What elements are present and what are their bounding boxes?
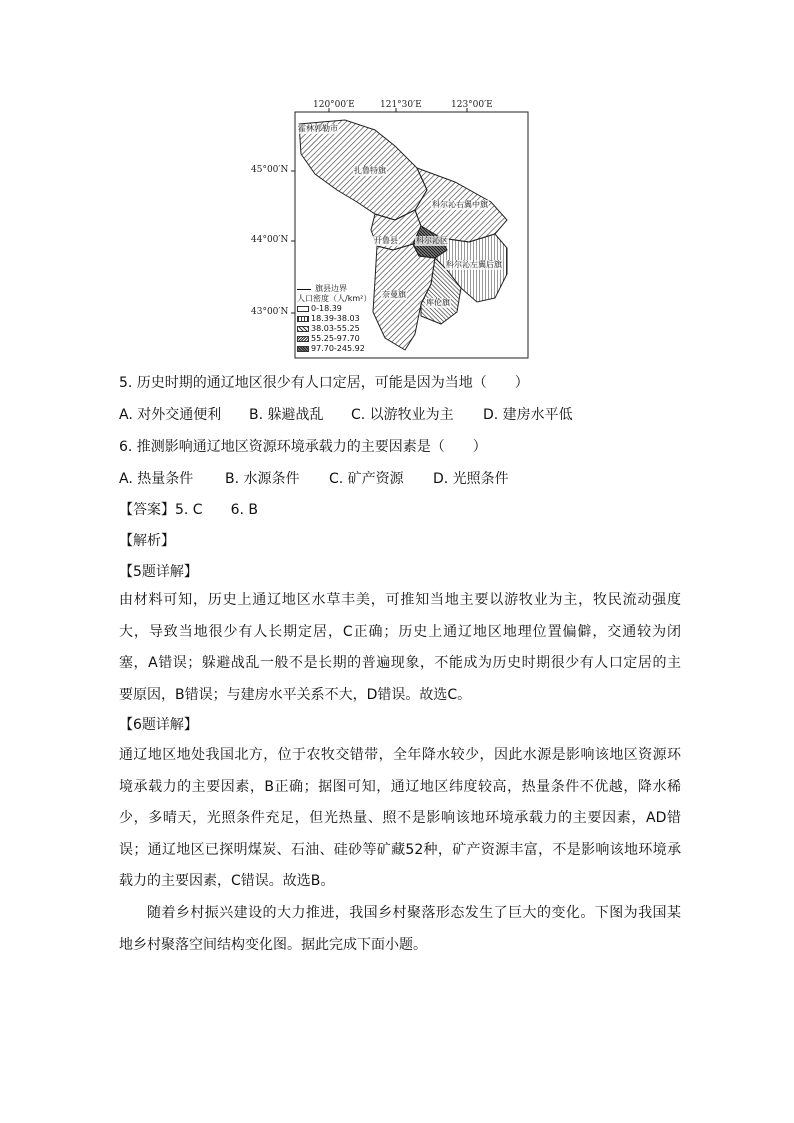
region-label-horqin-right-middle: 科尔沁右翼中旗 (432, 200, 488, 209)
legend-item-label: 18.39-38.03 (311, 314, 360, 323)
lon-label-3: 123°00′E (451, 100, 493, 110)
question-6-stem: 6. 推测影响通辽地区资源环境承载力的主要因素是（ ） (119, 439, 487, 455)
map-legend (297, 284, 371, 354)
boundary-line-swatch (297, 289, 311, 290)
q5-option-d[interactable]: D. 建房水平低 (483, 407, 573, 423)
question-6-options (119, 468, 509, 488)
detail-6-label: 【6题详解】 (119, 717, 198, 733)
region-label-horqin-district: 科尔沁区 (416, 236, 448, 245)
detail-6-line: 通辽地区地处我国北方，位于农牧交错带，全年降水较少，因此水源是影响该地区资源环 (119, 747, 681, 763)
region-label-horqin-left-rear: 科尔沁左翼后旗 (446, 260, 502, 269)
legend-boundary-row (297, 284, 371, 294)
region-label-huolinguole: 霍林郭勒市 (298, 124, 338, 133)
detail-5-line: 由材料可知，历史上通辽地区水草丰美，可推知当地主要以游牧业为主，牧民流动强度 (119, 592, 681, 608)
detail-5-line: 要原因，B错误；与建房水平关系不大，D错误。故选C。 (119, 686, 472, 703)
region-label-naiman: 奈曼旗 (382, 290, 406, 299)
q5-option-c[interactable]: C. 以游牧业为主 (351, 407, 454, 423)
legend-item-label: 38.03-55.25 (311, 324, 360, 333)
region-label-kailu: 开鲁县 (374, 236, 398, 245)
lat-label-2: 44°00′N (251, 235, 289, 245)
legend-item-label: 97.70-245.92 (311, 344, 365, 353)
legend-title: 人口密度（人/km²） (297, 294, 372, 303)
q6-option-d[interactable]: D. 光照条件 (433, 471, 509, 487)
answer-line (119, 499, 258, 519)
legend-item-label: 55.25-97.70 (311, 334, 360, 343)
legend-item (297, 314, 371, 324)
q5-option-a[interactable]: A. 对外交通便利 (119, 407, 222, 423)
detail-6-line: 境承载力的主要因素，B正确；据图可知，通辽地区纬度较高，热量条件不优越，降水稀 (119, 778, 681, 795)
legend-item-label: 0-18.39 (311, 304, 342, 313)
legend-swatch (297, 346, 309, 352)
legend-swatch (297, 326, 309, 332)
region-label-zarut: 扎鲁特旗 (354, 166, 386, 175)
analysis-label: 【解析】 (119, 533, 175, 549)
map-graphic (245, 98, 535, 362)
intro-line: 随着乡村振兴建设的大力推进，我国乡村聚落形态发生了巨大的变化。下图为我国某 (147, 905, 681, 921)
legend-item (297, 334, 371, 344)
legend-boundary-label: 旗县边界 (315, 284, 347, 293)
region-label-kulun: 库伦旗 (426, 298, 450, 307)
answer-text: 5. C 6. B (175, 502, 258, 518)
lat-label-1: 45°00′N (251, 165, 289, 175)
detail-5-body (119, 585, 681, 711)
answer-label: 【答案】 (119, 502, 175, 518)
intro-line: 地乡村聚落空间结构变化图。据此完成下面小题。 (119, 936, 427, 953)
intro-paragraph (119, 898, 681, 961)
q6-option-b[interactable]: B. 水源条件 (225, 471, 300, 487)
question-5-stem: 5. 历史时期的通辽地区很少有人口定居，可能是因为当地（ ） (119, 375, 529, 391)
q6-option-c[interactable]: C. 矿产资源 (329, 471, 404, 487)
q5-option-b[interactable]: B. 躲避战乱 (249, 407, 324, 423)
detail-6-line: 载力的主要因素，C错误。故选B。 (119, 873, 335, 889)
legend-swatch (297, 306, 309, 312)
detail-5-line: 塞，A错误；躲避战乱一般不是长期的普遍现象，不能成为历史时期很少有人口定居的主 (119, 655, 681, 671)
detail-6-body (119, 740, 681, 898)
legend-item (297, 344, 371, 354)
detail-6-line: 误；通辽地区已探明煤炭、石油、硅砂等矿藏52种，矿产资源丰富，不是影响该地环境承 (119, 841, 681, 858)
question-5-options (119, 404, 573, 424)
detail-5-label: 【5题详解】 (119, 564, 198, 580)
detail-5-line: 大，导致当地很少有人长期定居，C正确；历史上通辽地区地理位置偏僻，交通较为闭 (119, 623, 681, 640)
population-density-map (245, 98, 535, 362)
legend-swatch (297, 316, 309, 322)
legend-swatch (297, 336, 309, 342)
legend-item (297, 324, 371, 334)
lon-label-2: 121°30′E (380, 100, 422, 110)
lon-label-1: 120°00′E (313, 100, 355, 110)
legend-item (297, 304, 371, 314)
lat-label-3: 43°00′N (251, 307, 289, 317)
detail-6-line: 少，多晴天，光照条件充足，但光热量、照不是影响该地环境承载力的主要因素，AD错 (119, 810, 681, 826)
q6-option-a[interactable]: A. 热量条件 (119, 471, 194, 487)
